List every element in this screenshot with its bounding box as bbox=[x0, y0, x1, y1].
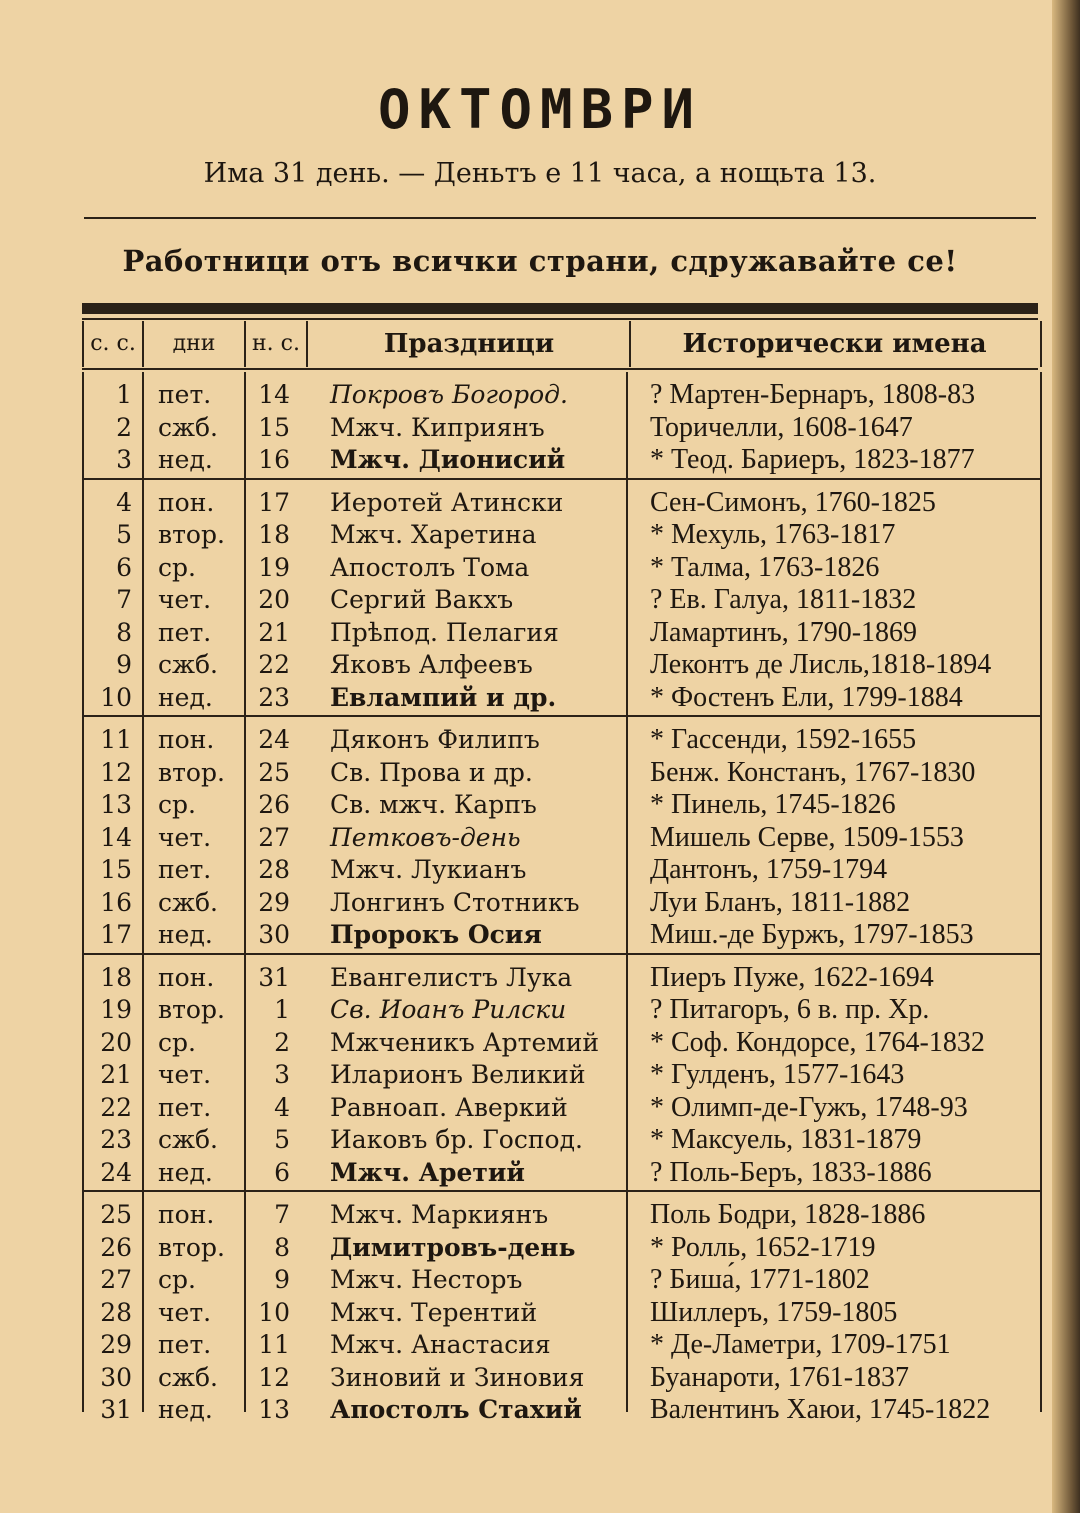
table-row bbox=[84, 648, 1040, 681]
day-number-new-style: 26 bbox=[258, 790, 290, 819]
weekday: пет. bbox=[158, 380, 212, 409]
table-row bbox=[84, 1123, 1040, 1156]
divider bbox=[82, 318, 1038, 320]
weekday: чет. bbox=[158, 1297, 212, 1327]
day-number-new-style: 18 bbox=[258, 520, 290, 549]
divider bbox=[84, 217, 1036, 219]
historical-name: ? Питагоръ, 6 в. пр. Хр. bbox=[650, 994, 930, 1025]
table-row bbox=[84, 1091, 1040, 1124]
day-number-new-style: 22 bbox=[258, 650, 290, 679]
weekday: чет. bbox=[158, 822, 212, 852]
table-row bbox=[84, 583, 1040, 616]
motto: Работници отъ всички страни, сдружавайте се! bbox=[122, 244, 958, 278]
table-row bbox=[84, 1058, 1040, 1091]
day-number-new-style: 29 bbox=[258, 887, 290, 917]
weekday: чет. bbox=[158, 585, 212, 614]
feast-name: Покровъ Богород. bbox=[330, 380, 568, 409]
historical-name: Шиллеръ, 1759-1805 bbox=[650, 1296, 898, 1328]
divider bbox=[82, 368, 1038, 370]
day-number-old-style: 21 bbox=[100, 1060, 132, 1089]
day-number-old-style: 2 bbox=[116, 412, 132, 442]
day-number-old-style: 29 bbox=[100, 1330, 132, 1359]
feast-name: Иларионъ Великий bbox=[330, 1060, 586, 1089]
feast-name: Апостолъ Стахий bbox=[330, 1395, 582, 1424]
table-row bbox=[84, 1263, 1040, 1296]
weekday: ср. bbox=[158, 1265, 196, 1294]
historical-name: Валентинъ Хаюи, 1745-1822 bbox=[650, 1394, 991, 1425]
page-title: ОКТОМВРИ bbox=[377, 78, 703, 141]
table-header bbox=[82, 321, 1042, 367]
historical-name: Поль Бодри, 1828-1886 bbox=[650, 1199, 926, 1230]
weekday: ср. bbox=[158, 790, 196, 819]
table-row bbox=[84, 1328, 1040, 1361]
day-number-old-style: 3 bbox=[116, 445, 132, 474]
day-number-new-style: 1 bbox=[274, 995, 290, 1024]
table-row bbox=[84, 616, 1040, 649]
day-number-new-style: 7 bbox=[274, 1200, 290, 1229]
historical-name: Миш.-де Буржъ, 1797-1853 bbox=[650, 919, 974, 950]
historical-name: Дантонъ, 1759-1794 bbox=[650, 854, 888, 885]
weekday: втор. bbox=[158, 520, 225, 549]
historical-name: * Ролль, 1652-1719 bbox=[650, 1231, 876, 1263]
day-number-old-style: 30 bbox=[100, 1362, 132, 1392]
day-number-new-style: 4 bbox=[274, 1092, 290, 1122]
calendar-table bbox=[82, 372, 1042, 1425]
feast-name: Мжч. Терентий bbox=[330, 1297, 538, 1327]
weekday: сжб. bbox=[158, 1125, 218, 1154]
historical-name: * Максуель, 1831-1879 bbox=[650, 1124, 922, 1155]
feast-name: Апостолъ Тома bbox=[330, 552, 530, 582]
weekday: нед. bbox=[158, 920, 213, 949]
historical-name: * Мехуль, 1763-1817 bbox=[650, 519, 896, 550]
weekday: сжб. bbox=[158, 650, 218, 679]
day-number-new-style: 14 bbox=[258, 380, 290, 409]
historical-name: * Теод. Бариеръ, 1823-1877 bbox=[650, 444, 975, 475]
feast-name: Евангелистъ Лука bbox=[330, 962, 573, 992]
page-edge-shadow bbox=[1052, 0, 1080, 1513]
day-number-old-style: 1 bbox=[116, 380, 132, 409]
day-number-new-style: 12 bbox=[258, 1362, 290, 1392]
day-number-old-style: 24 bbox=[100, 1157, 132, 1187]
day-number-new-style: 28 bbox=[258, 855, 290, 884]
table-row bbox=[84, 1296, 1040, 1329]
feast-name: Св. мжч. Карпъ bbox=[330, 790, 537, 819]
feast-name: Дяконъ Филипъ bbox=[330, 725, 540, 754]
feast-name: Мжч. Киприянъ bbox=[330, 412, 545, 442]
feast-name: Св. Прова и др. bbox=[330, 757, 533, 787]
historical-name: Ламартинъ, 1790-1869 bbox=[650, 616, 918, 648]
table-row bbox=[84, 886, 1040, 919]
day-number-new-style: 27 bbox=[258, 822, 290, 852]
feast-name: Димитровъ-день bbox=[330, 1232, 576, 1262]
feast-name: Иаковъ бр. Господ. bbox=[330, 1125, 583, 1154]
table-row bbox=[84, 961, 1040, 994]
feast-name: Прѣпод. Пелагия bbox=[330, 617, 559, 647]
weekday: ср. bbox=[158, 552, 196, 582]
table-row bbox=[84, 1156, 1040, 1189]
day-number-new-style: 13 bbox=[258, 1395, 290, 1424]
day-number-new-style: 19 bbox=[258, 552, 290, 582]
table-row bbox=[84, 788, 1040, 821]
weekday: нед. bbox=[158, 445, 213, 474]
table-row bbox=[84, 756, 1040, 789]
weekday: пет. bbox=[158, 617, 212, 647]
day-number-old-style: 20 bbox=[100, 1027, 132, 1057]
table-row bbox=[84, 518, 1040, 551]
historical-name: * Фостенъ Ели, 1799-1884 bbox=[650, 681, 963, 713]
table-row bbox=[84, 1026, 1040, 1059]
table-row bbox=[84, 443, 1040, 476]
day-number-old-style: 15 bbox=[100, 855, 132, 884]
table-row bbox=[84, 993, 1040, 1026]
feast-name: Сергий Вакхъ bbox=[330, 585, 514, 614]
historical-name: * Олимп-де-Гужъ, 1748-93 bbox=[650, 1091, 968, 1123]
week-divider bbox=[84, 478, 1040, 480]
historical-name: ? Мартен-Бернаръ, 1808-83 bbox=[650, 379, 976, 410]
day-number-old-style: 31 bbox=[100, 1395, 132, 1424]
table-row bbox=[84, 1393, 1040, 1426]
table-row bbox=[84, 853, 1040, 886]
weekday: пон. bbox=[158, 962, 215, 992]
day-number-old-style: 22 bbox=[100, 1092, 132, 1122]
weekday: пон. bbox=[158, 725, 215, 754]
feast-name: Мжч. Харетина bbox=[330, 520, 537, 549]
day-number-new-style: 31 bbox=[258, 962, 290, 992]
day-number-old-style: 13 bbox=[100, 790, 132, 819]
day-number-new-style: 20 bbox=[258, 585, 290, 614]
weekday: втор. bbox=[158, 757, 225, 787]
weekday: пет. bbox=[158, 1330, 212, 1359]
day-number-new-style: 25 bbox=[258, 757, 290, 787]
day-number-new-style: 30 bbox=[258, 920, 290, 949]
day-number-old-style: 8 bbox=[116, 617, 132, 647]
day-number-new-style: 17 bbox=[258, 487, 290, 517]
feast-name: Пророкъ Осия bbox=[330, 920, 542, 949]
table-row bbox=[84, 1231, 1040, 1264]
day-number-new-style: 2 bbox=[274, 1027, 290, 1057]
day-number-old-style: 18 bbox=[100, 962, 132, 992]
day-number-old-style: 23 bbox=[100, 1125, 132, 1154]
day-number-old-style: 28 bbox=[100, 1297, 132, 1327]
column-header-ss: с. с. bbox=[90, 331, 136, 356]
feast-name: Равноап. Аверкий bbox=[330, 1092, 568, 1122]
day-number-old-style: 16 bbox=[100, 887, 132, 917]
weekday: сжб. bbox=[158, 412, 218, 442]
weekday: сжб. bbox=[158, 887, 218, 917]
historical-name: Мишель Серве, 1509-1553 bbox=[650, 821, 964, 853]
feast-name: Мжч. Анастасия bbox=[330, 1330, 551, 1359]
historical-name: * Пинель, 1745-1826 bbox=[650, 789, 896, 820]
historical-name: * Гулденъ, 1577-1643 bbox=[650, 1059, 905, 1090]
table-row bbox=[84, 681, 1040, 714]
historical-name: ? Биша́, 1771-1802 bbox=[650, 1264, 870, 1295]
table-row bbox=[84, 1198, 1040, 1231]
day-number-new-style: 3 bbox=[274, 1060, 290, 1089]
day-number-new-style: 6 bbox=[274, 1157, 290, 1187]
day-number-new-style: 15 bbox=[258, 412, 290, 442]
day-number-old-style: 11 bbox=[100, 725, 132, 754]
day-number-new-style: 10 bbox=[258, 1297, 290, 1327]
weekday: ср. bbox=[158, 1027, 196, 1057]
feast-name: Мжч. Несторъ bbox=[330, 1265, 523, 1294]
day-number-old-style: 6 bbox=[116, 552, 132, 582]
table-row bbox=[84, 918, 1040, 951]
feast-name: Лонгинъ Стотникъ bbox=[330, 887, 580, 917]
historical-name: ? Ев. Галуа, 1811-1832 bbox=[650, 584, 917, 615]
day-number-old-style: 4 bbox=[116, 487, 132, 517]
weekday: чет. bbox=[158, 1060, 212, 1089]
weekday: втор. bbox=[158, 995, 225, 1024]
weekday: нед. bbox=[158, 1395, 213, 1424]
day-number-new-style: 11 bbox=[258, 1330, 290, 1359]
week-divider bbox=[84, 715, 1040, 717]
feast-name: Мжченикъ Артемий bbox=[330, 1027, 600, 1057]
weekday: пет. bbox=[158, 1092, 212, 1122]
day-number-old-style: 12 bbox=[100, 757, 132, 787]
feast-name: Мжч. Дионисий bbox=[330, 445, 566, 474]
weekday: пон. bbox=[158, 1200, 215, 1229]
feast-name: Зиновий и Зиновия bbox=[330, 1362, 585, 1392]
day-number-new-style: 23 bbox=[258, 682, 290, 712]
table-row bbox=[84, 378, 1040, 411]
weekday: втор. bbox=[158, 1232, 225, 1262]
weekday: нед. bbox=[158, 1157, 213, 1187]
day-number-old-style: 7 bbox=[116, 585, 132, 614]
day-number-old-style: 27 bbox=[100, 1265, 132, 1294]
column-header-feast: Праздници bbox=[383, 329, 555, 359]
table-row bbox=[84, 411, 1040, 444]
column-header-ns: н. с. bbox=[252, 331, 300, 356]
day-number-old-style: 10 bbox=[100, 682, 132, 712]
day-number-old-style: 5 bbox=[116, 520, 132, 549]
historical-name: Сен-Симонъ, 1760-1825 bbox=[650, 486, 936, 518]
feast-name: Св. Иоанъ Рилски bbox=[330, 995, 567, 1024]
historical-name: Бенж. Констанъ, 1767-1830 bbox=[650, 756, 976, 788]
weekday: сжб. bbox=[158, 1362, 218, 1392]
column-header-day: дни bbox=[172, 331, 216, 356]
day-number-old-style: 9 bbox=[116, 650, 132, 679]
feast-name: Яковъ Алфеевъ bbox=[330, 650, 533, 679]
day-number-new-style: 5 bbox=[274, 1125, 290, 1154]
day-number-old-style: 17 bbox=[100, 920, 132, 949]
historical-name: * Де-Ламетри, 1709-1751 bbox=[650, 1329, 951, 1360]
weekday: пет. bbox=[158, 855, 212, 884]
day-number-new-style: 9 bbox=[274, 1265, 290, 1294]
feast-name: Петковъ-день bbox=[330, 822, 521, 852]
weekday: нед. bbox=[158, 682, 213, 712]
historical-name: * Соф. Кондорсе, 1764-1832 bbox=[650, 1026, 985, 1058]
thick-divider bbox=[82, 303, 1038, 314]
day-number-new-style: 8 bbox=[274, 1232, 290, 1262]
column-header-names: Исторически имена bbox=[682, 329, 987, 359]
day-number-old-style: 26 bbox=[100, 1232, 132, 1262]
table-row bbox=[84, 1361, 1040, 1394]
feast-name: Мжч. Маркиянъ bbox=[330, 1200, 549, 1229]
feast-name: Мжч. Аретий bbox=[330, 1157, 525, 1187]
feast-name: Иеротей Атински bbox=[330, 487, 564, 517]
day-number-new-style: 16 bbox=[258, 445, 290, 474]
day-number-new-style: 24 bbox=[258, 725, 290, 754]
weekday: пон. bbox=[158, 487, 215, 517]
historical-name: * Талма, 1763-1826 bbox=[650, 551, 880, 583]
page-subtitle: Има 31 день. — Деньтъ е 11 часа, а нощьта 13. bbox=[203, 158, 877, 189]
historical-name: Торичелли, 1608-1647 bbox=[650, 411, 913, 443]
table-row bbox=[84, 821, 1040, 854]
historical-name: * Гассенди, 1592-1655 bbox=[650, 724, 917, 755]
day-number-new-style: 21 bbox=[258, 617, 290, 647]
historical-name: Буанароти, 1761-1837 bbox=[650, 1361, 910, 1393]
day-number-old-style: 25 bbox=[100, 1200, 132, 1229]
historical-name: Луи Бланъ, 1811-1882 bbox=[650, 886, 911, 918]
historical-name: Леконтъ де Лисль,1818-1894 bbox=[650, 649, 992, 680]
historical-name: ? Поль-Беръ, 1833-1886 bbox=[650, 1156, 932, 1188]
table-row bbox=[84, 486, 1040, 519]
table-row bbox=[84, 551, 1040, 584]
week-divider bbox=[84, 1190, 1040, 1192]
historical-name: Пиеръ Пуже, 1622-1694 bbox=[650, 961, 934, 993]
day-number-old-style: 14 bbox=[100, 822, 132, 852]
day-number-old-style: 19 bbox=[100, 995, 132, 1024]
week-divider bbox=[84, 953, 1040, 955]
table-row bbox=[84, 723, 1040, 756]
feast-name: Евлампий и др. bbox=[330, 682, 557, 712]
feast-name: Мжч. Лукианъ bbox=[330, 855, 527, 884]
